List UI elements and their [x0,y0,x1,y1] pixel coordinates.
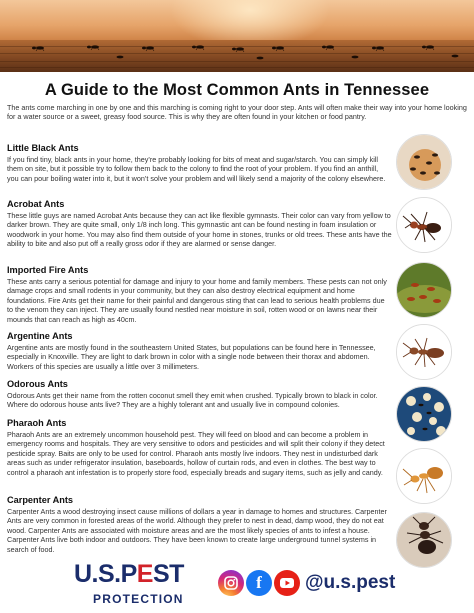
section-heading: Imported Fire Ants [7,265,89,275]
section-carpenter-ants [7,495,392,554]
section-heading: Odorous Ants [7,379,68,389]
argentine-ant-photo [396,324,452,380]
little-black-ants-photo [396,134,452,190]
pharaoh-ant-photo [396,448,452,504]
section-heading: Argentine Ants [7,331,73,341]
section-body: If you find tiny, black ants in your home, they’re probably looking for bits of meat and sugar/starch. You can simply kill them on site, but it possible try to follow them back to the colony to find the root of your problem. If you find an anthill, you can pour boiling water into it, but it won’t solve your problem and will likely send a majority of the colony elsewhere. [7,155,386,183]
social-handle[interactable]: @u.s.pest [305,572,396,593]
section-odorous-ants [7,379,392,410]
odorous-ants-photo [396,386,452,442]
section-argentine-ants [7,331,392,371]
instagram-icon[interactable] [218,570,244,596]
section-pharaoh-ants [7,418,392,477]
section-body: These ants carry a serious potential for damage and injury to your home and family members. These pests can not only damage crops and small rodents in your community, but they can also destroy electrical equipment and home foundations. Fire Ants get their name for their painful and dangerous sting that can lead to serious health problems due to the venom they can inject. They are usually found nestled near moisture in soil, rotten wood or on lawns near their mounds that can reach as high as 40cm. [7,277,387,324]
acrobat-ant-photo [396,197,452,253]
hero-banner [0,0,474,72]
section-imported-fire-ants [7,265,392,324]
page-title: A Guide to the Most Common Ants in Tennessee [44,81,430,99]
section-body: These little guys are named Acrobat Ants because they can act like flexible gymnasts. Their color can vary from yellow to darker brown. They are quite small, only 1/8 inch long. This gymnastic ant can be found nesting in foam insulation or woodwork in your home. You may also find them outside of your home in stones, trunks or old trees. These ants have the ability to bite and also put off a really gross odor if they are alarmed or sense danger. [7,211,392,249]
section-little-black-ants [7,143,389,183]
facebook-icon[interactable]: f [246,570,272,596]
section-heading: Carpenter Ants [7,495,74,505]
section-heading: Pharaoh Ants [7,418,67,428]
intro-paragraph: The ants come marching in one by one and this marching is coming right to your door step. Ants will often make their way into your home looking for a water source or a sweet, greasy food source. This is why they are often found in your kitchen or food pantry. [7,103,467,122]
youtube-icon[interactable] [274,570,300,596]
footer [0,556,474,613]
logo-subtitle: PROTECTION [93,592,184,606]
section-heading: Acrobat Ants [7,199,65,209]
fire-ants-photo [396,262,452,318]
section-acrobat-ants [7,199,392,249]
section-body: Pharaoh Ants are an extremely uncommon household pest. They will feed on blood and can become a problem in emergency rooms and hospitals. They are very sensitive to odors and pesticides and will split their colony if they detect pesticide spray. Baits are only to be used for control. Pharaoh ants mostly live indoors. They nest in undisturbed dark areas such as under refrigerator insulation, baseboards, hollow of curtain rods, and even in clothes. The best way to control a pharaoh ant infestation is to properly store food, especially breads and sugary items, such as jelly and candy. [7,430,385,477]
us-pest-logo[interactable]: U.S.PEST [74,560,184,588]
section-body: Odorous Ants get their name from the rotten coconut smell they emit when crushed. Typically brown to black in color. Where do odorous house ants live? They are a highly tolerant ant and usually live in compound colonies. [7,391,378,410]
section-heading: Little Black Ants [7,143,79,153]
section-body: Argentine ants are mostly found in the southeastern United States, but populations can be found here in Tennessee, especially in Knoxville. They are light to dark brown in color with a single node between their thorax and abdomen. Workers of this species are usually a little over 3 millimeters. [7,343,376,371]
hero-ant-line-icon [0,0,474,72]
section-body: Carpenter Ants a wood destroying insect cause millions of dollars a year in damage to homes and structures. Carpenter Ants are very common in forested areas of the world. Although they prefer to nest in dead, damp wood, they do not eat wood. Carpenter Ants are associated with moisture areas and are the most likely species of ants to infest a house. Carpenter Ants live both indoor and outdoors. They have been known to create large underground tunnel systems in search of food. [7,507,387,554]
